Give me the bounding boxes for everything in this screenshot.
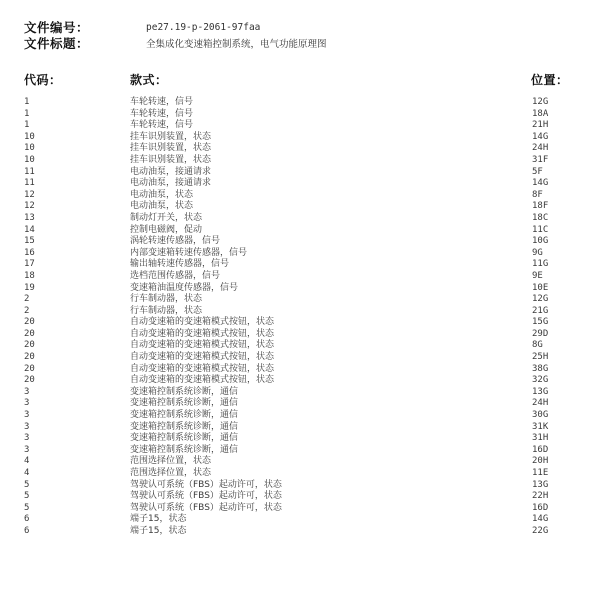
document-header — [24, 19, 327, 51]
table-row — [0, 456, 601, 468]
row-code: 19 — [24, 282, 35, 293]
row-description: 挂车识别装置，状态 — [130, 143, 212, 154]
table-row — [0, 190, 601, 202]
row-code: 20 — [24, 363, 35, 374]
row-description: 车轮转速，信号 — [130, 108, 194, 119]
row-code: 10 — [24, 154, 35, 165]
row-position: 11C — [532, 224, 549, 235]
row-code: 4 — [24, 468, 30, 478]
row-position: 14G — [532, 514, 549, 525]
table-row — [0, 503, 601, 515]
document-number-row — [24, 19, 327, 35]
row-position: 8F — [532, 189, 543, 200]
row-code: 2 — [24, 305, 30, 316]
row-description: 端子15，状态 — [130, 525, 187, 536]
table-row — [0, 375, 601, 387]
row-code: 20 — [24, 340, 35, 351]
table-row — [0, 294, 601, 306]
table-row — [0, 259, 601, 271]
document-title-label: 文件标题： — [24, 36, 90, 51]
table-row — [0, 398, 601, 410]
table-row — [0, 352, 601, 364]
table-row — [0, 271, 601, 283]
signal-table-body — [0, 97, 601, 538]
row-description: 制动灯开关，状态 — [130, 212, 203, 223]
table-row — [0, 225, 601, 237]
table-row — [0, 143, 601, 155]
row-code: 5 — [24, 502, 30, 513]
row-position: 21G — [532, 305, 549, 316]
row-code: 13 — [24, 212, 35, 223]
column-header-code: 代码： — [24, 73, 62, 87]
row-code: 17 — [24, 259, 35, 270]
row-description: 范围选择位置，状态 — [130, 468, 212, 478]
row-position: 10E — [532, 282, 549, 293]
row-position: 12G — [532, 97, 549, 107]
document-number-value: pe27.19-p-2061-97faa — [146, 21, 261, 33]
document-number-label: 文件编号： — [24, 20, 90, 35]
row-description: 输出轴转速传感器，信号 — [130, 259, 230, 270]
table-row — [0, 410, 601, 422]
table-row — [0, 340, 601, 352]
row-code: 12 — [24, 201, 35, 212]
table-row — [0, 167, 601, 179]
table-row — [0, 491, 601, 503]
row-description: 控制电磁阀，促动 — [130, 224, 203, 235]
table-row — [0, 364, 601, 376]
row-description: 挂车识别装置，状态 — [130, 131, 212, 142]
row-position: 22G — [532, 525, 549, 536]
row-code: 18 — [24, 270, 35, 281]
table-row — [0, 317, 601, 329]
row-description: 自动变速箱的变速箱模式按钮，状态 — [130, 328, 275, 339]
row-position: 13G — [532, 479, 549, 490]
row-code: 15 — [24, 236, 35, 247]
row-description: 电动油泵，接通请求 — [130, 178, 212, 189]
row-description: 变速箱控制系统诊断，通信 — [130, 410, 239, 421]
document-title-value: 全集成化变速箱控制系统，电气功能原理图 — [146, 39, 327, 50]
row-position: 11E — [532, 468, 549, 478]
row-position: 9G — [532, 247, 543, 258]
row-code: 10 — [24, 131, 35, 142]
row-code: 20 — [24, 375, 35, 386]
row-code: 16 — [24, 247, 35, 258]
row-description: 行车制动器，状态 — [130, 305, 203, 316]
table-header — [0, 71, 601, 87]
table-row — [0, 480, 601, 492]
column-header-description: 款式： — [130, 73, 168, 87]
row-position: 31K — [532, 421, 549, 432]
row-position: 24H — [532, 143, 549, 154]
row-description: 变速箱控制系统诊断，通信 — [130, 386, 239, 397]
row-description: 驾驶认可系统（FBS）起动许可，状态 — [130, 491, 282, 502]
row-description: 自动变速箱的变速箱模式按钮，状态 — [130, 375, 275, 386]
row-position: 12G — [532, 294, 549, 305]
row-position: 30G — [532, 410, 549, 421]
table-row — [0, 248, 601, 260]
row-description: 变速箱控制系统诊断，通信 — [130, 421, 239, 432]
row-code: 4 — [24, 456, 30, 467]
row-position: 5F — [532, 166, 543, 177]
table-row — [0, 97, 601, 109]
row-description: 电动油泵，接通请求 — [130, 166, 212, 177]
row-position: 14G — [532, 131, 549, 142]
table-row — [0, 178, 601, 190]
table-row — [0, 445, 601, 457]
row-code: 5 — [24, 479, 30, 490]
table-row — [0, 236, 601, 248]
row-description: 自动变速箱的变速箱模式按钮，状态 — [130, 340, 275, 351]
row-description: 端子15，状态 — [130, 514, 187, 525]
row-description: 变速箱油温度传感器，信号 — [130, 282, 239, 293]
table-row — [0, 526, 601, 538]
table-row — [0, 329, 601, 341]
row-code: 14 — [24, 224, 35, 235]
table-row — [0, 132, 601, 144]
row-code: 3 — [24, 444, 30, 455]
row-position: 11G — [532, 259, 549, 270]
row-code: 12 — [24, 189, 35, 200]
row-position: 16D — [532, 444, 549, 455]
table-row — [0, 109, 601, 121]
column-header-position: 位置： — [531, 73, 569, 87]
row-code: 6 — [24, 514, 30, 525]
row-description: 选档范围传感器，信号 — [130, 270, 221, 281]
row-position: 32G — [532, 375, 549, 386]
row-description: 范围选择位置，状态 — [130, 456, 212, 467]
row-position: 8G — [532, 340, 543, 351]
row-code: 20 — [24, 352, 35, 363]
row-description: 车轮转速，信号 — [130, 120, 194, 131]
row-code: 1 — [24, 120, 30, 131]
row-position: 24H — [532, 398, 549, 409]
row-code: 3 — [24, 421, 30, 432]
row-code: 2 — [24, 294, 30, 305]
row-code: 11 — [24, 178, 35, 189]
row-description: 自动变速箱的变速箱模式按钮，状态 — [130, 363, 275, 374]
document-title-row — [24, 35, 327, 51]
row-position: 14G — [532, 178, 549, 189]
row-position: 15G — [532, 317, 549, 328]
table-row — [0, 213, 601, 225]
row-position: 9E — [532, 270, 543, 281]
table-row — [0, 120, 601, 132]
row-code: 3 — [24, 433, 30, 444]
row-position: 25H — [532, 352, 549, 363]
row-code: 3 — [24, 398, 30, 409]
row-description: 挂车识别装置，状态 — [130, 154, 212, 165]
table-row — [0, 433, 601, 445]
row-code: 6 — [24, 525, 30, 536]
table-row — [0, 201, 601, 213]
row-description: 驾驶认可系统（FBS）起动许可，状态 — [130, 479, 282, 490]
row-position: 20H — [532, 456, 549, 467]
row-code: 3 — [24, 410, 30, 421]
row-position: 29D — [532, 328, 549, 339]
table-row — [0, 155, 601, 167]
row-code: 1 — [24, 108, 30, 119]
table-row — [0, 422, 601, 434]
table-row — [0, 283, 601, 295]
row-code: 11 — [24, 166, 35, 177]
row-description: 变速箱控制系统诊断，通信 — [130, 444, 239, 455]
row-position: 18A — [532, 108, 549, 119]
row-position: 31F — [532, 154, 549, 165]
row-description: 自动变速箱的变速箱模式按钮，状态 — [130, 352, 275, 363]
row-position: 38G — [532, 363, 549, 374]
table-row — [0, 514, 601, 526]
table-row — [0, 306, 601, 318]
row-position: 16D — [532, 502, 549, 513]
row-position: 22H — [532, 491, 549, 502]
table-row — [0, 387, 601, 399]
row-description: 车轮转速，信号 — [130, 97, 194, 107]
row-code: 10 — [24, 143, 35, 154]
row-description: 驾驶认可系统（FBS）起动许可，状态 — [130, 502, 282, 513]
row-code: 20 — [24, 328, 35, 339]
row-description: 变速箱控制系统诊断，通信 — [130, 398, 239, 409]
row-code: 3 — [24, 386, 30, 397]
row-position: 18F — [532, 201, 549, 212]
row-code: 5 — [24, 491, 30, 502]
row-description: 自动变速箱的变速箱模式按钮，状态 — [130, 317, 275, 328]
row-position: 31H — [532, 433, 549, 444]
row-code: 1 — [24, 97, 30, 107]
row-description: 涡轮转速传感器，信号 — [130, 236, 221, 247]
row-description: 内部变速箱转速传感器，信号 — [130, 247, 248, 258]
row-position: 18C — [532, 212, 549, 223]
row-code: 20 — [24, 317, 35, 328]
row-description: 行车制动器，状态 — [130, 294, 203, 305]
row-position: 21H — [532, 120, 549, 131]
row-description: 变速箱控制系统诊断，通信 — [130, 433, 239, 444]
table-row — [0, 468, 601, 480]
row-position: 10G — [532, 236, 549, 247]
row-description: 电动油泵，状态 — [130, 189, 194, 200]
row-position: 13G — [532, 386, 549, 397]
row-description: 电动油泵，状态 — [130, 201, 194, 212]
